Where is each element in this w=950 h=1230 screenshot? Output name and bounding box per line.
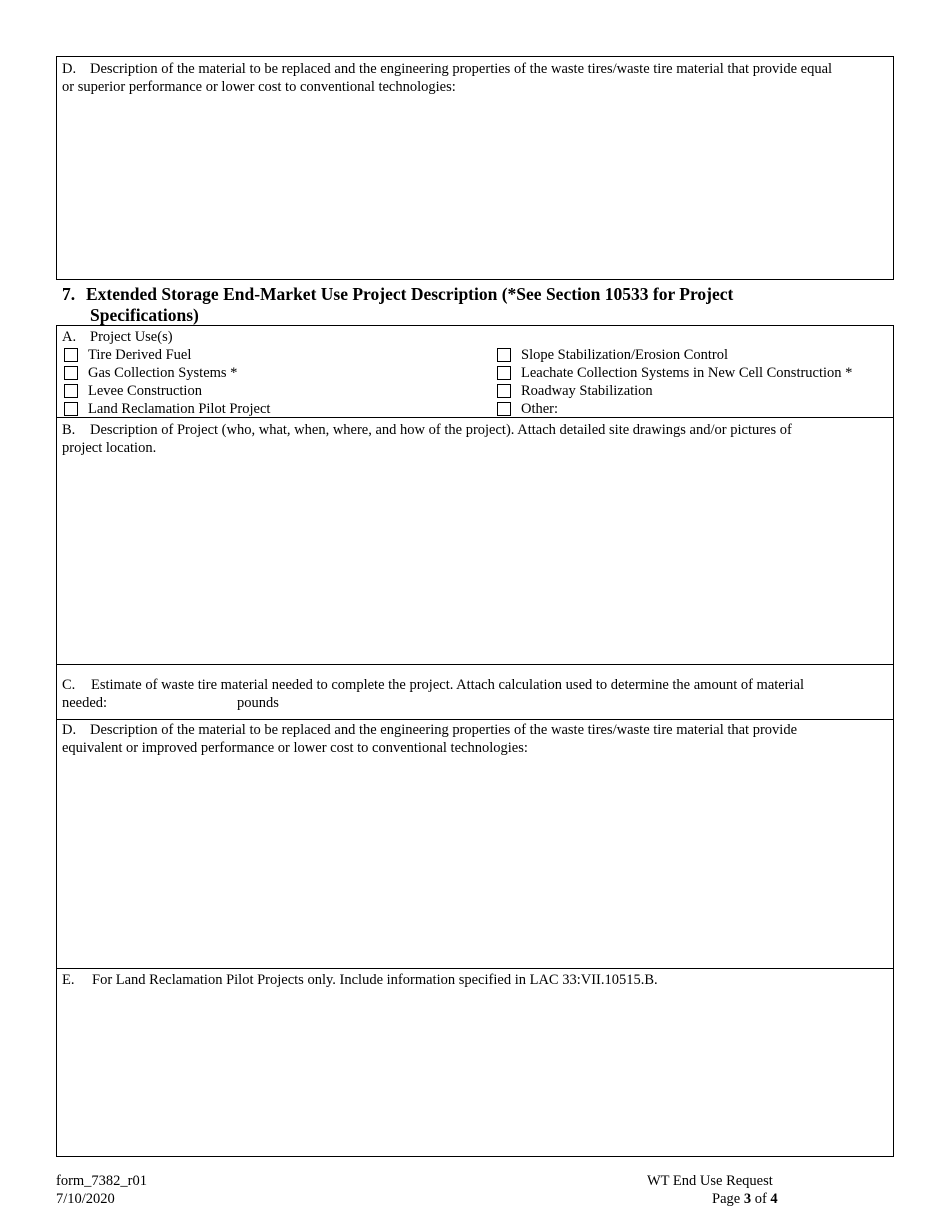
b-answer-area[interactable] (57, 460, 893, 662)
b-line2: project location. (62, 440, 157, 456)
option-land-reclamation: Land Reclamation Pilot Project (88, 401, 271, 417)
c-label: C. (62, 677, 76, 693)
e-line1: For Land Reclamation Pilot Projects only. Include information specified in LAC 33:VII.10515.B. (92, 972, 658, 988)
option-gas-collection: Gas Collection Systems * (88, 365, 238, 381)
footer-form-id: form_7382_r01 (56, 1173, 148, 1189)
checkbox-roadway-stabilization[interactable] (497, 384, 511, 398)
section6-d-text-line1: Description of the material to be replaced and the engineering properties of the waste tires/waste tire material that provide equal (90, 61, 833, 77)
page-total: 4 (770, 1191, 778, 1207)
page-of: of (754, 1191, 767, 1207)
divider-b-c (56, 664, 894, 665)
page-prefix: Page (712, 1191, 741, 1207)
c-amount-input[interactable] (118, 694, 232, 711)
section6-d-answer-area[interactable] (57, 100, 893, 278)
checkbox-slope-stabilization[interactable] (497, 348, 511, 362)
option-slope-stabilization: Slope Stabilization/Erosion Control (521, 347, 729, 363)
option-roadway-stabilization: Roadway Stabilization (521, 383, 653, 399)
option-leachate-collection: Leachate Collection Systems in New Cell Construction * (521, 365, 853, 381)
a-label: A. (62, 329, 77, 345)
checkbox-levee-construction[interactable] (64, 384, 78, 398)
b-label: B. (62, 422, 76, 438)
checkbox-gas-collection[interactable] (64, 366, 78, 380)
e-answer-area[interactable] (57, 992, 893, 1155)
divider-c-d (56, 719, 894, 720)
checkbox-land-reclamation[interactable] (64, 402, 78, 416)
checkbox-other[interactable] (497, 402, 511, 416)
footer-date: 7/10/2020 (56, 1191, 115, 1207)
section6-d-text-line2: or superior performance or lower cost to conventional technologies: (62, 79, 456, 95)
c-needed-label: needed: (62, 695, 108, 711)
d-line1: Description of the material to be replaced and the engineering properties of the waste tires/waste tire material that provide (90, 722, 798, 738)
b-line1: Description of Project (who, what, when, where, and how of the project). Attach detailed site drawings and/or pictures of (90, 422, 792, 438)
option-levee-construction: Levee Construction (88, 383, 202, 399)
option-tire-derived-fuel: Tire Derived Fuel (88, 347, 192, 363)
footer-page-number (712, 1190, 778, 1208)
page-current: 3 (743, 1191, 752, 1207)
section6-d-label: D. (62, 61, 77, 77)
c-line1: Estimate of waste tire material needed to complete the project. Attach calculation used to determine the amount of material (91, 677, 805, 693)
section7-heading-line1: Extended Storage End-Market Use Project Description (*See Section 10533 for Project (86, 284, 734, 304)
c-units: pounds (237, 695, 279, 711)
checkbox-leachate-collection[interactable] (497, 366, 511, 380)
d-line2: equivalent or improved performance or lower cost to conventional technologies: (62, 740, 528, 756)
section7-number: 7. (62, 284, 76, 304)
d-answer-area[interactable] (57, 760, 893, 966)
option-other: Other: (521, 401, 559, 417)
footer-doc-title: WT End Use Request (647, 1173, 773, 1189)
d-label: D. (62, 722, 77, 738)
section7-heading-line2: Specifications) (90, 305, 199, 325)
e-label: E. (62, 972, 75, 988)
other-input[interactable] (566, 400, 886, 417)
a-title: Project Use(s) (90, 329, 173, 345)
checkbox-tire-derived-fuel[interactable] (64, 348, 78, 362)
divider-d-e (56, 968, 894, 969)
